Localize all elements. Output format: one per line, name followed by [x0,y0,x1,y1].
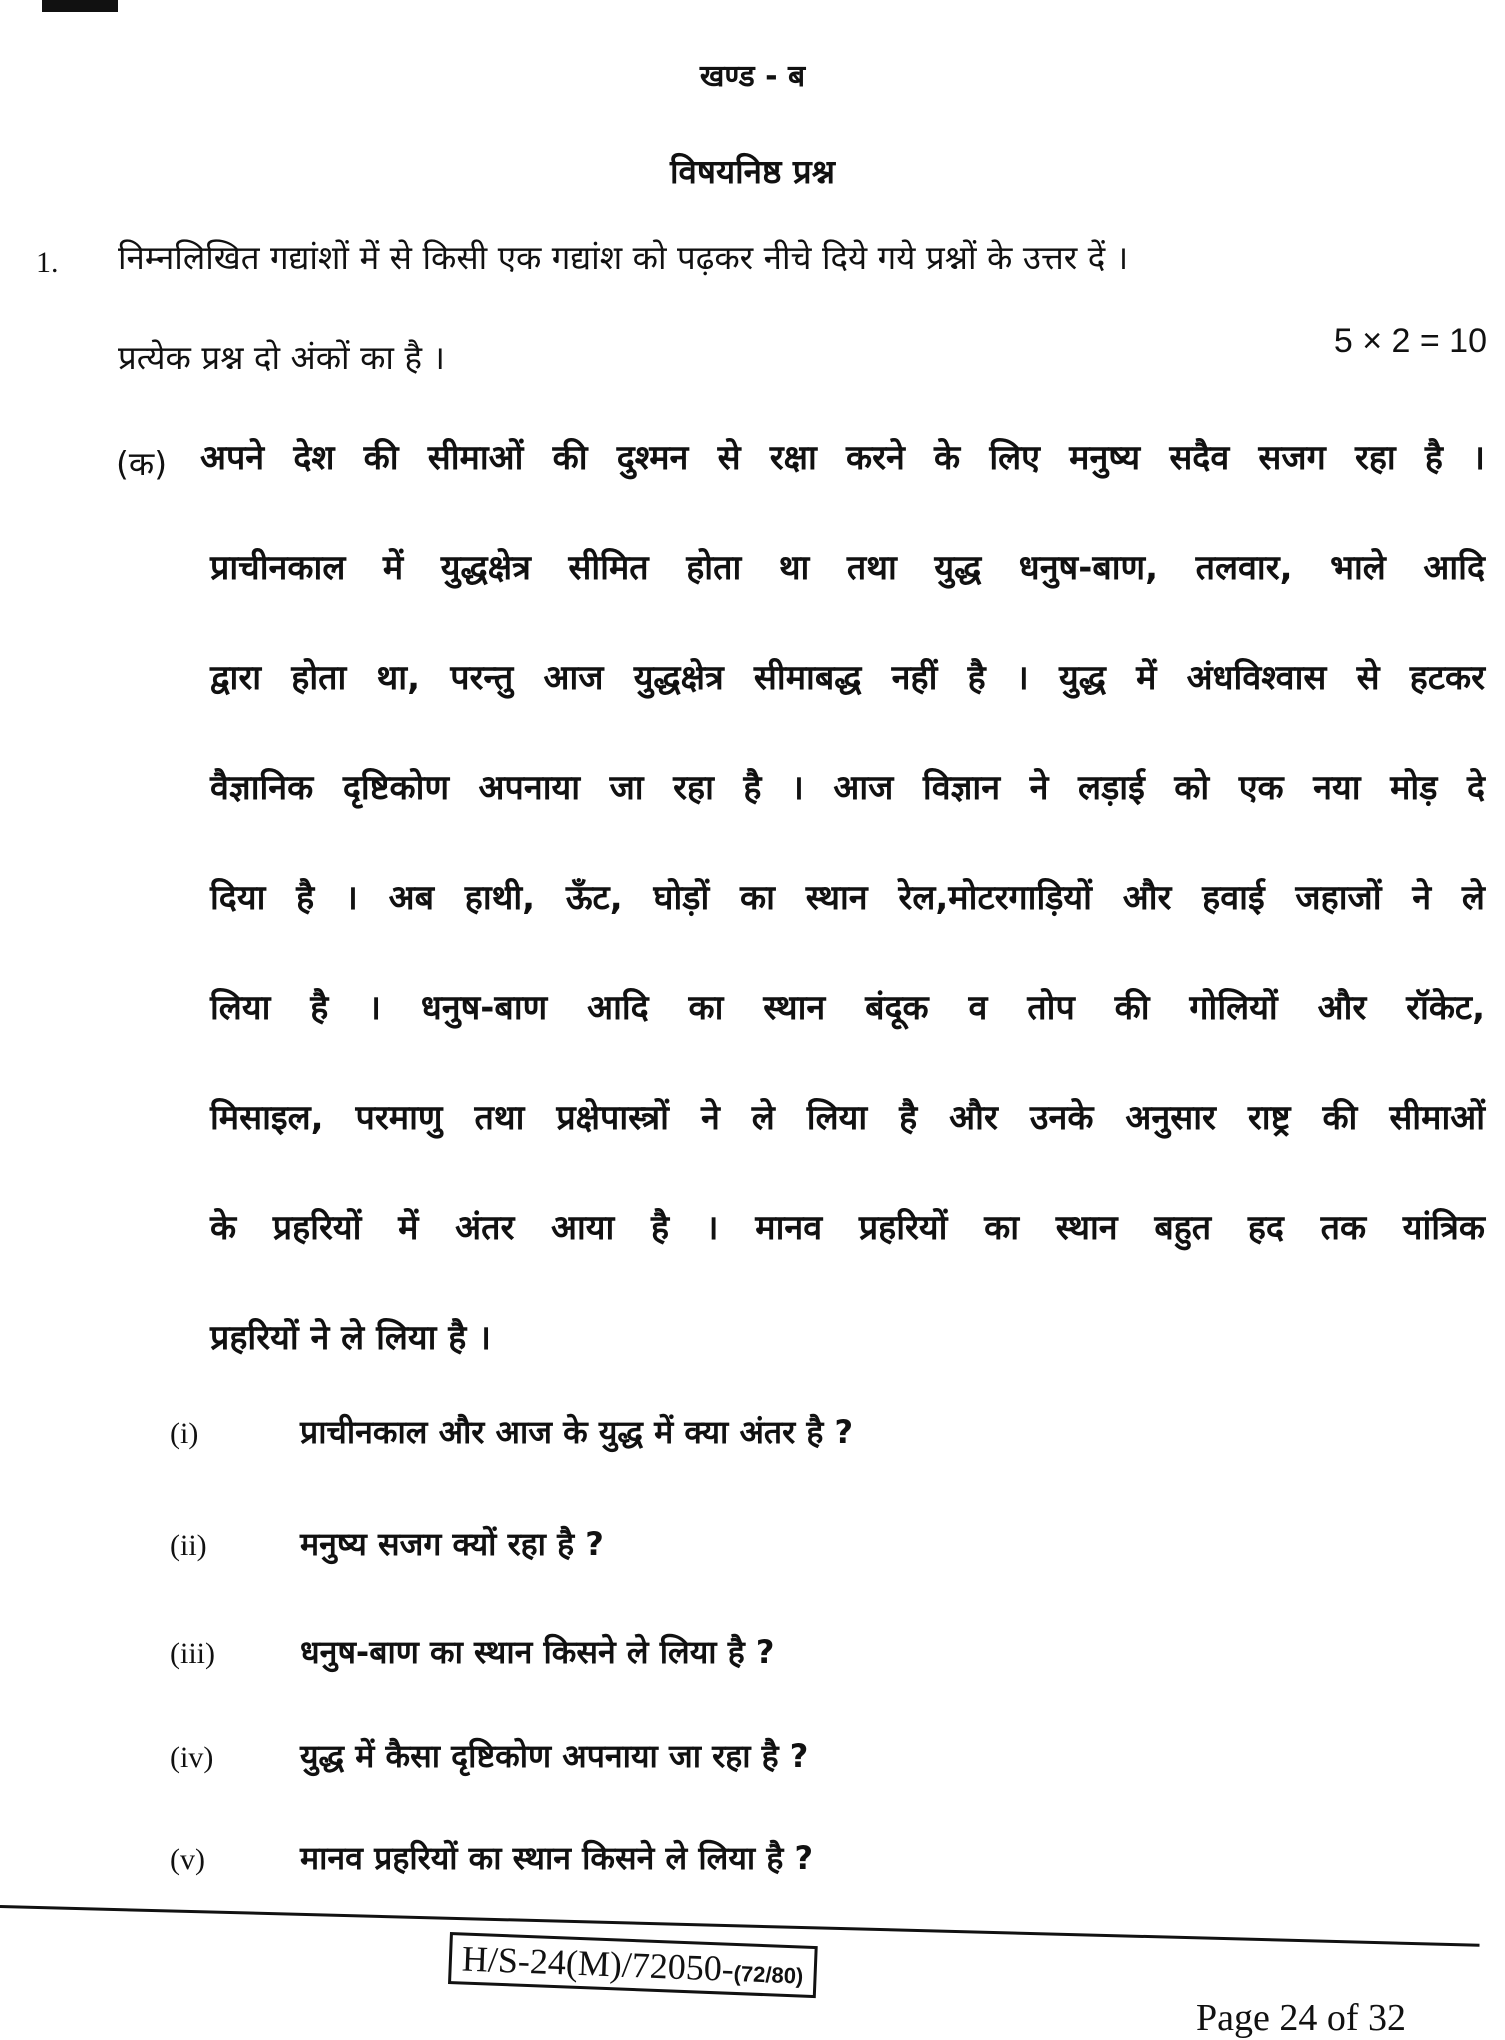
sub-question-text: प्राचीनकाल और आज के युद्ध में क्या अंतर है ? [300,1413,854,1451]
passage-line: दिया है । अब हाथी, ऊँट, घोड़ों का स्थान रेल,मोटरगाड़ियों और हवाई जहाजों ने ले [210,878,1485,918]
sub-question [170,1734,808,1780]
passage-line: लिया है । धनुष-बाण आदि का स्थान बंदूक व तोप की गोलियों और रॉकेट, [210,988,1485,1028]
question-instruction-marks-note: प्रत्येक प्रश्न दो अंकों का है । [118,338,445,377]
section-type-heading: विषयनिष्ठ प्रश्न [669,152,835,191]
sub-question [170,1410,853,1456]
page-number: Page 24 of 32 [1196,1997,1407,2039]
paper-code-suffix: (72/80) [733,1960,804,1989]
sub-question-text: मनुष्य सजग क्यों रहा है ? [300,1525,604,1563]
scan-corner-mark [42,0,118,12]
passage-line: द्वारा होता था, परन्तु आज युद्धक्षेत्र सीमाबद्ध नहीं है । युद्ध में अंधविश्वास से हटकर [210,658,1485,698]
paper-code: H/S-24(M)/72050- [461,1938,735,1989]
footer-divider [0,1905,1480,1947]
passage-label: (क) [116,444,168,483]
passage-line: प्राचीनकाल में युद्धक्षेत्र सीमित होता था तथा युद्ध धनुष-बाण, तलवार, भाले आदि [210,548,1485,588]
passage [200,436,1485,1426]
sub-question-number: (i) [170,1417,199,1450]
passage-line: वैज्ञानिक दृष्टिकोण अपनाया जा रहा है । आज विज्ञान ने लड़ाई को एक नया मोड़ दे [210,768,1485,808]
passage-line: अपने देश की सीमाओं की दुश्मन से रक्षा करने के लिए मनुष्य सदैव सजग रहा है । [200,438,1485,478]
question-instruction: निम्नलिखित गद्यांशों में से किसी एक गद्यांश को पढ़कर नीचे दिये गये प्रश्नों के उत्तर दें । [118,238,1129,277]
sub-question [170,1836,813,1882]
section-heading: खण्ड - ब [699,59,806,94]
passage-line: प्रहरियों ने ले लिया है । [210,1318,492,1358]
sub-question-number: (iv) [170,1741,214,1774]
sub-question-text: युद्ध में कैसा दृष्टिकोण अपनाया जा रहा है ? [300,1737,809,1775]
passage-line: के प्रहरियों में अंतर आया है । मानव प्रहरियों का स्थान बहुत हद तक यांत्रिक [210,1208,1485,1248]
marks-allocation: 5 × 2 = 10 [1333,322,1487,360]
sub-question [170,1630,774,1676]
sub-question [170,1522,604,1568]
sub-question-number: (iii) [170,1637,215,1670]
paper-code-box [448,1932,817,1998]
sub-question-number: (v) [170,1843,205,1876]
sub-question-text: धनुष-बाण का स्थान किसने ले लिया है ? [300,1633,775,1671]
sub-question-text: मानव प्रहरियों का स्थान किसने ले लिया है ? [300,1839,814,1877]
question-number: 1. [36,246,59,279]
passage-line: मिसाइल, परमाणु तथा प्रक्षेपास्त्रों ने ले लिया है और उनके अनुसार राष्ट्र की सीमाओं [210,1098,1485,1138]
sub-question-number: (ii) [170,1529,207,1562]
